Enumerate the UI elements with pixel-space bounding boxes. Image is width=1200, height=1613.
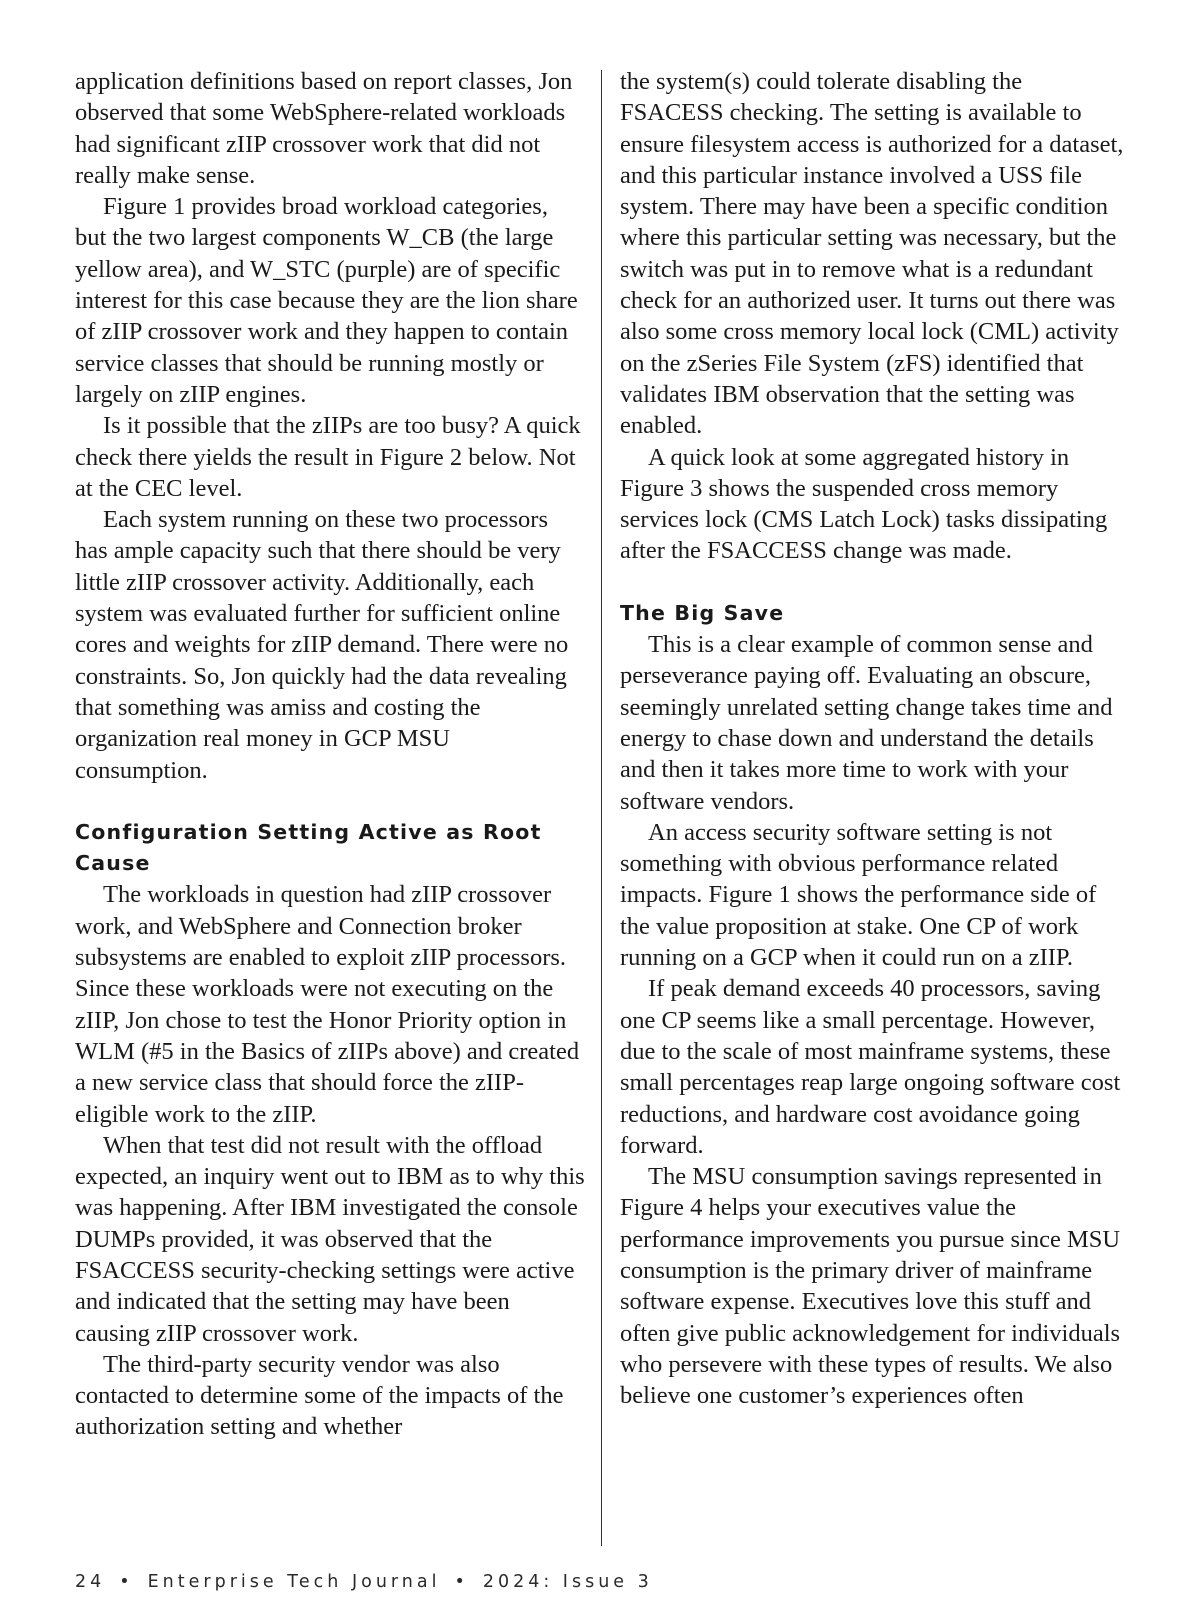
page-number: 24 <box>75 1572 106 1592</box>
paragraph: Each system running on these two processors has ample capacity such that there should be very little zIIP crossover activity. Additionally, each system was evaluated further for sufficient online cores and weights for zIIP demand. There were no constraints. So, Jon quickly had the data revealing that something was amiss and costing the organization real money in GCP MSU consumption. <box>75 506 569 784</box>
footer-separator: • <box>454 1572 469 1592</box>
paragraph: The third-party security vendor was also contacted to determine some of the impacts of the authorization setting and whether <box>75 1350 564 1441</box>
paragraph: A quick look at some aggregated history in Figure 3 shows the suspended cross memory services lock (CMS Latch Lock) tasks dissipating after the FSACCESS change was made. <box>620 443 1108 565</box>
section-heading: The Big Save <box>620 600 785 625</box>
paragraph: application definitions based on report classes, Jon observed that some WebSphere-related workloads had significant zIIP crossover work that did not really make sense. <box>75 68 573 189</box>
paragraph: If peak demand exceeds 40 processors, saving one CP seems like a small percentage. However, due to the scale of most mainframe systems, these small percentages reap large ongoing software cost reductions, and hardware cost avoidance going forward. <box>620 975 1121 1159</box>
page-footer <box>75 1572 653 1592</box>
paragraph: The MSU consumption savings represented in Figure 4 helps your executives value the performance improvements you pursue since MSU consumption is the primary driver of mainframe software expense. Executives love this stuff and often give public acknowledgement for individuals who persevere with these types of results. We also believe one customer’s experiences often <box>620 1163 1121 1410</box>
paragraph: The workloads in question had zIIP crossover work, and WebSphere and Connection broker subsystems are enabled to exploit zIIP processors. Since these workloads were not executing on the zIIP, Jon chose to test the Honor Priority option in WLM (#5 in the Basics of zIIPs above) and created a new service class that should force the zIIP-eligible work to the zIIP. <box>75 881 580 1128</box>
right-column <box>620 66 1130 1411</box>
paragraph: When that test did not result with the offload expected, an inquiry went out to IBM as to why this was happening. After IBM investigated the console DUMPs provided, it was observed that the FSACCESS security-checking settings were active and indicated that the setting may have been causing zIIP crossover work. <box>75 1131 585 1347</box>
issue-label: 2024: Issue 3 <box>482 1572 653 1592</box>
section-heading: Configuration Setting Active as Root Cause <box>75 819 542 876</box>
left-column <box>75 66 585 1443</box>
paragraph: Figure 1 provides broad workload categories, but the two largest components W_CB (the large yellow area), and W_STC (purple) are of specific interest for this case because they are the lion share of zIIP crossover work and they happen to contain service classes that should be running mostly or largely on zIIP engines. <box>75 193 578 408</box>
paragraph: the system(s) could tolerate disabling the FSACESS checking. The setting is available to ensure filesystem access is authorized for a dataset, and this particular instance involved a USS file system. There may have been a specific condition where this particular setting was necessary, but the switch was put in to remove what is a redundant check for an authorized user. It turns out there was also some cross memory local lock (CML) activity on the zSeries File System (zFS) identified that validates IBM observation that the setting was enabled. <box>620 68 1124 440</box>
paragraph: An access security software setting is not something with obvious performance related impacts. Figure 1 shows the performance side of the value proposition at stake. One CP of work running on a GCP when it could run on a zIIP. <box>620 818 1097 972</box>
paragraph: Is it possible that the zIIPs are too busy? A quick check there yields the result in Figure 2 below. Not at the CEC level. <box>75 412 581 502</box>
publication-name: Enterprise Tech Journal <box>147 1572 441 1592</box>
paragraph: This is a clear example of common sense and perseverance paying off. Evaluating an obscure, seemingly unrelated setting change takes time and energy to chase down and understand the details and then it takes more time to work with your software vendors. <box>620 631 1113 815</box>
column-divider <box>601 70 602 1546</box>
footer-separator: • <box>119 1572 134 1592</box>
